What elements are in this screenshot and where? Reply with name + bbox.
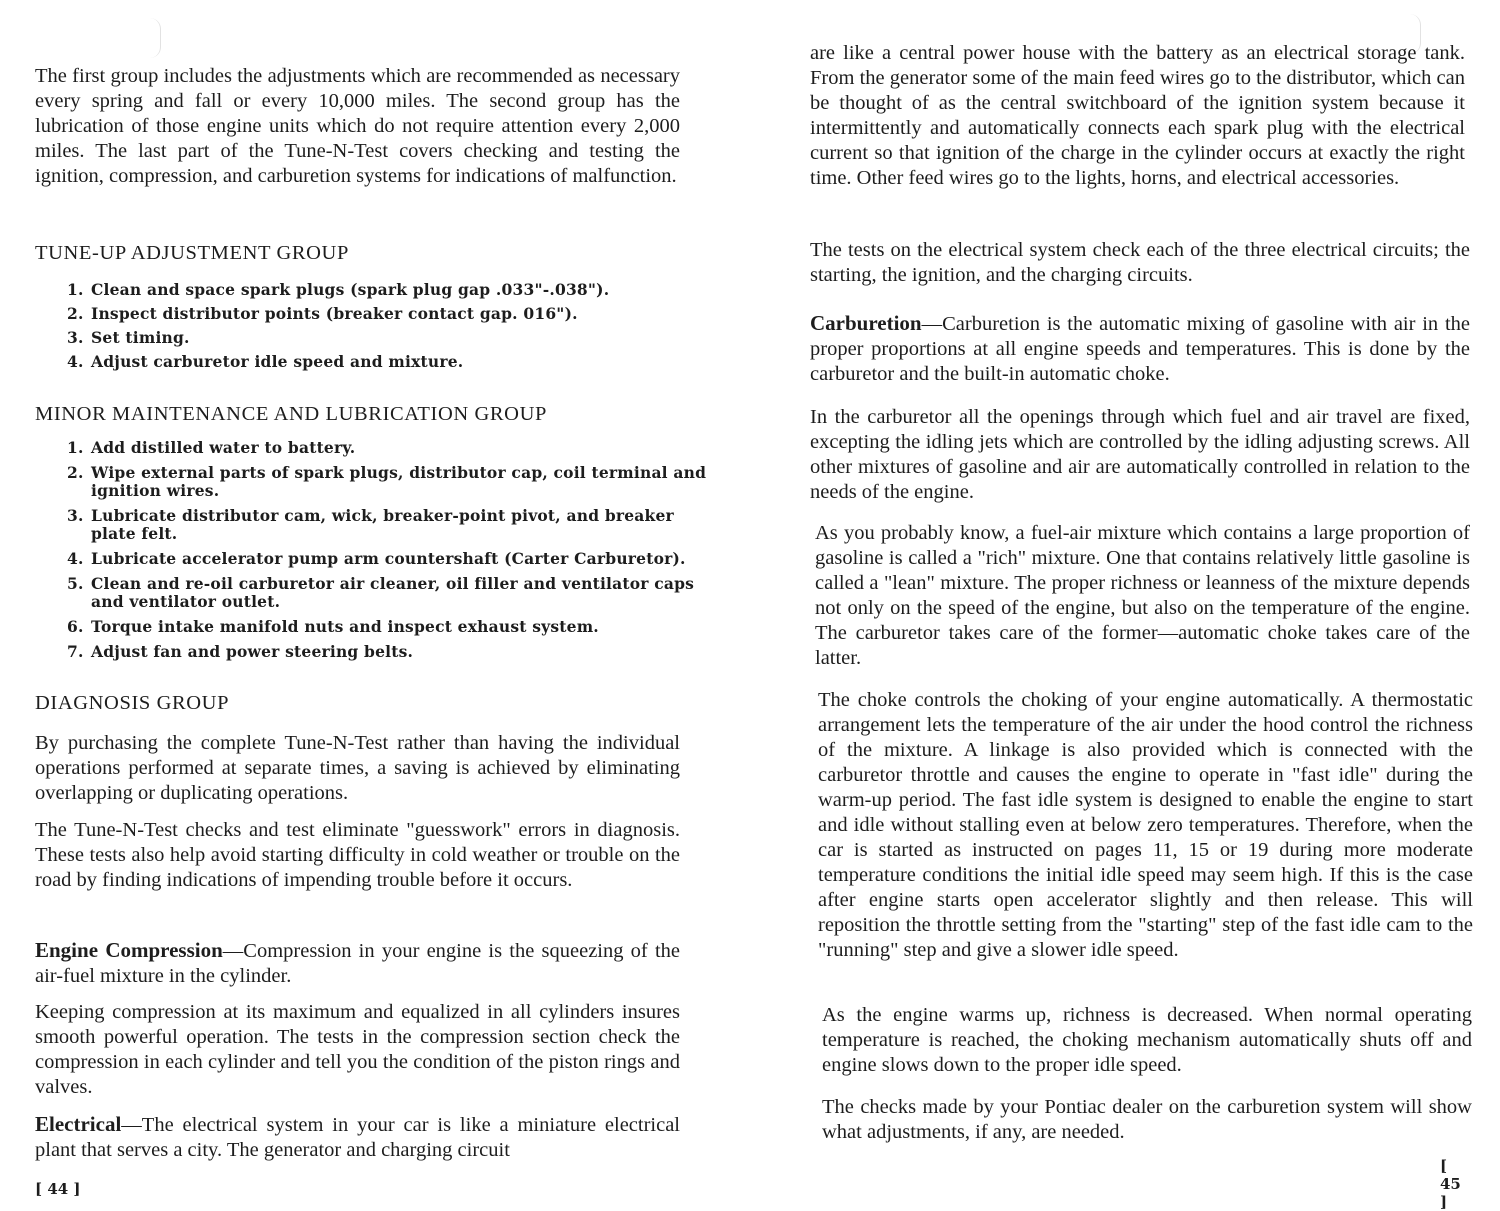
list-item: 5. Clean and re-oil carburetor air cleaner, oil filler and ventilator caps and ventilator outlet. [67,574,695,611]
tuneup-list [35,281,712,371]
carburetion-title: Carburetion [810,311,922,335]
paragraph: The tests on the electrical system check each of the three electrical circuits; the starting, the ignition, and the charging circuits. [810,239,1470,286]
paragraph: As you probably know, a fuel-air mixture which contains a large proportion of gasoline is called a "rich" mixture. One that contains relatively little gasoline is called a "lean" mixture. The proper richness or leanness of the mixture depends not only on the speed of the engine, but also on the temperature of the engine. The carburetor takes care of the former—automatic choke takes care of the latter. [815,522,1470,669]
paragraph: are like a central power house with the battery as an electrical storage tank. From the generator some of the main feed wires go to the distributor, which can be thought of as the central switchboard of the ignition system because it intermittently and automatically connects each spark plug with the electrical current so that ignition of the charge in the cylinder occurs at exactly the right time. Other feed wires go to the lights, horns, and electrical accessories. [810,42,1465,189]
list-item: 4. Adjust carburetor idle speed and mixture. [67,352,464,371]
compression-paragraph: Keeping compression at its maximum and equalized in all cylinders insures smooth powerful operation. The tests in the compression section check the compression in each cylinder and tell you the condition of the piston rings and valves. [35,1001,680,1098]
list-item: 2. Inspect distributor points (breaker contact gap. 016"). [67,304,578,323]
list-item: 3. Lubricate distributor cam, wick, breaker-point pivot, and breaker plate felt. [67,506,674,543]
diagnosis-heading: DIAGNOSIS GROUP [35,692,230,714]
electrical-paragraph: Electrical—The electrical system in your car is like a miniature electrical plant that serves a city. The generator and charging circuit [35,1112,680,1161]
diagnosis-paragraph: The Tune-N-Test checks and test eliminate "guesswork" errors in diagnosis. These tests also help avoid starting difficulty in cold weather or trouble on the road by finding indications of impending trouble before it occurs. [35,819,680,891]
list-item: 6. Torque intake manifold nuts and inspect exhaust system. [67,617,599,636]
list-item: 4. Lubricate accelerator pump arm countershaft (Carter Carburetor). [67,549,686,568]
diagnosis-paragraph: By purchasing the complete Tune-N-Test rather than having the individual operations performed at separate times, a saving is achieved by eliminating overlapping or duplicating operations. [35,732,680,804]
carburetion-paragraph: Carburetion—Carburetion is the automatic mixing of gasoline with air in the proper proportions at all engine speeds and temperatures. This is done by the carburetor and the built-in automatic choke. [810,311,1470,385]
list-item: 1. Add distilled water to battery. [67,438,356,457]
list-item: 1. Clean and space spark plugs (spark plug gap .033"-.038"). [67,280,610,299]
compression-title: Engine Compression [35,938,223,962]
paragraph: The choke controls the choking of your engine automatically. A thermostatic arrangement lets the temperature of the air under the hood control the richness of the mixture. A linkage is also provided which is connected with the carburetor throttle and causes the engine to operate in "fast idle" during the warm-up period. The fast idle system is designed to enable the engine to start and idle without stalling even at below zero temperatures. Therefore, when the car is started as instructed on pages 11, 15 or 19 during more moderate temperature conditions the initial idle speed may seem high. If this is the case after engine starts open accelerator slightly and then release. This will reposition the throttle setting from the "starting" step of the fast idle cam to the "running" step and give a slower idle speed. [818,689,1473,961]
left-page [35,0,707,1200]
list-item: 3. Set timing. [67,328,190,347]
paragraph: The checks made by your Pontiac dealer on the carburetion system will show what adjustments, if any, are needed. [822,1096,1472,1143]
page-number: [ 44 ] [35,1180,81,1198]
paragraph: In the carburetor all the openings through which fuel and air travel are fixed, excepting the idling jets which are controlled by the idling adjusting screws. All other mixtures of gasoline and air are automatically controlled in relation to the needs of the engine. [810,406,1470,503]
tuneup-heading: TUNE-UP ADJUSTMENT GROUP [35,242,349,264]
intro-paragraph: The first group includes the adjustments which are recommended as necessary every spring and fall or every 10,000 miles. The second group has the lubrication of those engine units which do not require attention every 2,000 miles. The last part of the Tune-N-Test covers checking and testing the ignition, compression, and carburetion systems for indications of malfunction. [35,65,680,187]
paragraph: As the engine warms up, richness is decreased. When normal operating temperature is reached, the choking mechanism automatically shuts off and engine slows down to the proper idle speed. [822,1004,1472,1076]
electrical-title: Electrical [35,1112,122,1136]
page-number: [ 45 ] [1440,1157,1461,1211]
compression-paragraph: Engine Compression—Compression in your engine is the squeezing of the air-fuel mixture in the cylinder. [35,938,680,987]
list-item: 2. Wipe external parts of spark plugs, distributor cap, coil terminal and ignition wires. [67,463,707,500]
minor-heading: MINOR MAINTENANCE AND LUBRICATION GROUP [35,403,547,425]
list-item: 7. Adjust fan and power steering belts. [67,642,414,661]
right-page [810,0,1473,1211]
minor-list [35,439,712,661]
